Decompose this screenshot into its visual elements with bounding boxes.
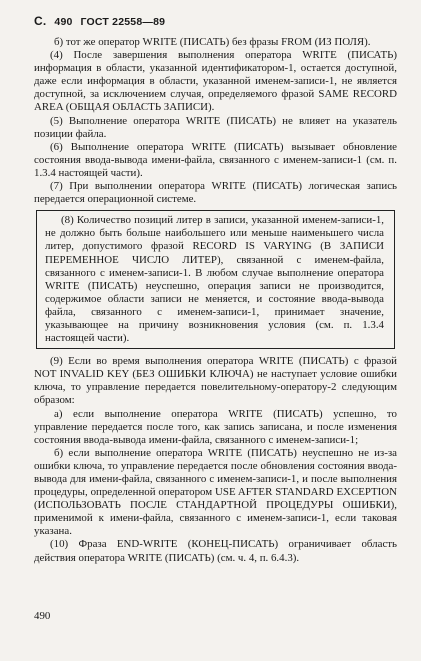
page-mark: С. xyxy=(34,14,47,28)
document-body xyxy=(34,36,397,565)
paragraph-10: (10) Фраза END-WRITE (КОНЕЦ-ПИСАТЬ) ограничивает область действия оператора WRITE (ПИСАТЬ) (см. ч. 4, п. 6.4.3). xyxy=(34,538,397,564)
header-page-number: 490 xyxy=(54,16,73,28)
paragraph-4: (4) После завершения выполнения оператора WRITE (ПИСАТЬ) информация в области, указанной идентификатором-1, остается доступной, даже если информация в области, указанной именем-записи-1, не является доступной, за исключением случая, определяемого фразой SAME RECORD AREA (ОБЩАЯ ОБЛАСТЬ ЗАПИСИ). xyxy=(34,49,397,114)
standard-designation: ГОСТ 22558—89 xyxy=(80,16,166,28)
boxed-paragraph-frame xyxy=(36,210,395,349)
paragraph-7: (7) При выполнении оператора WRITE (ПИСАТЬ) логическая запись передается операционной системе. xyxy=(34,180,397,206)
page-header xyxy=(34,14,397,28)
paragraph-8: (8) Количество позиций литер в записи, указанной именем-записи-1, не должно быть больше наибольшего или меньше наименьшего числа литер, допустимого фразой RECORD IS VARYING (В ЗАПИСИ ПЕРЕМЕННОЕ ЧИСЛО ЛИТЕР), связанной с именем-файла, связанного с именем-записи-1. В любом случае выполнение оператора WRITE (ПИСАТЬ) неуспешно, операция записи не производится, содержимое области записи не меняется, и состояние ввода-вывода файла, связанного с именем-записи-1, принимает значение, указывающее на причину возникновения условия (см. п. 1.3.4 настоящей части). xyxy=(45,214,384,345)
paragraph-9-item-b: б) если выполнение оператора WRITE (ПИСАТЬ) неуспешно не из-за ошибки ключа, то управление передается после обновления состояния ввода-вывода для имени-файла, связанного с именем-записи-1, и после выполнения процедуры, определенной оператором USE AFTER STANDARD EXCEPTION (ИСПОЛЬЗОВАТЬ ПОСЛЕ СТАНДАРТНОЙ ПРОЦЕДУРЫ ОШИБКИ), применимой к имени-файла, связанного с именем-записи-1, если таковая указана. xyxy=(34,446,397,538)
footer-page-number: 490 xyxy=(34,610,51,622)
paragraph-6: (6) Выполнение оператора WRITE (ПИСАТЬ) вызывает обновление состояния ввода-вывода имени-файла, связанного с именем-записи-1 (см. п. 1.3.4 настоящей части). xyxy=(34,140,397,179)
paragraph-9: (9) Если во время выполнения оператора WRITE (ПИСАТЬ) с фразой NOT INVALID KEY (БЕЗ ОШИБКИ КЛЮЧА) не наступает условие ошибки ключа, то управление передается повелительному-оператору-2 следующим образом: xyxy=(34,355,397,407)
paragraph-9-item-a: а) если выполнение оператора WRITE (ПИСАТЬ) успешно, то управление передается после того, как запись записана, и после изменения состояния ввода-вывода имени-файла, связанного с именем-записи-1; xyxy=(34,407,397,446)
paragraph-item-b: б) тот же оператор WRITE (ПИСАТЬ) без фразы FROM (ИЗ ПОЛЯ). xyxy=(54,36,371,48)
paragraph-5: (5) Выполнение оператора WRITE (ПИСАТЬ) не влияет на указатель позиции файла. xyxy=(34,114,397,140)
